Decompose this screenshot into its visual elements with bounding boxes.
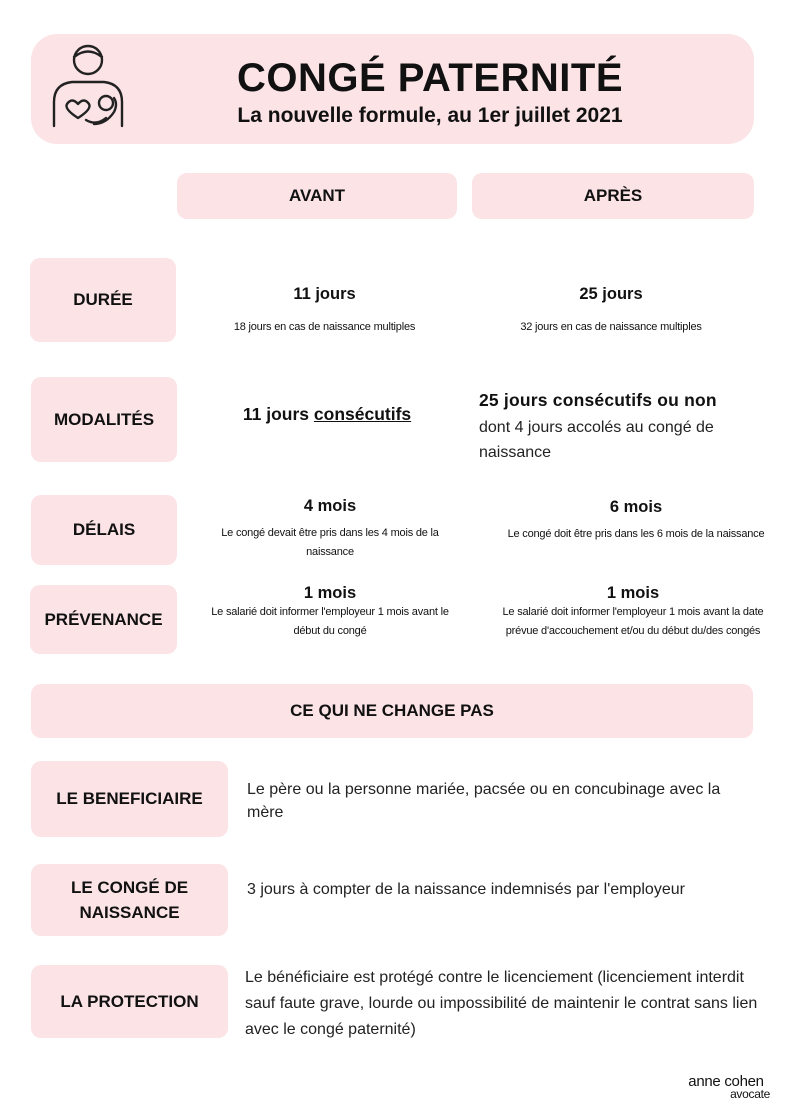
unchanged-text-beneficiaire: Le père ou la personne mariée, pacsée ou en concubinage avec la mère	[247, 781, 721, 821]
signature-name: anne cohen	[688, 1073, 764, 1090]
duree-before-value: 11 jours	[293, 285, 356, 303]
unchanged-text-protection: Le bénéficiaire est protégé contre le licenciement (licenciement interdit sauf faute grave, lourde ou impossibilité de maintenir le contrat sans lien avec le congé paternité)	[245, 969, 758, 1038]
duree-after-value: 25 jours	[579, 285, 643, 303]
prevenance-before-note: Le salarié doit informer l'employeur 1 mois avant le début du congé	[211, 606, 449, 637]
row-label-modalites: MODALITÉS	[31, 377, 177, 462]
unchanged-section-heading: CE QUI NE CHANGE PAS	[31, 684, 753, 738]
father-holding-baby-icon	[44, 40, 136, 132]
delais-before-cell	[210, 497, 450, 562]
author-signature	[676, 1075, 776, 1101]
prevenance-after-value: 1 mois	[606, 584, 660, 602]
signature-title: avocate	[730, 1087, 770, 1101]
unchanged-label-beneficiaire: LE BENEFICIAIRE	[31, 761, 228, 837]
unchanged-label-protection: LA PROTECTION	[31, 965, 228, 1038]
delais-after-note: Le congé doit être pris dans les 6 mois de la naissance	[507, 528, 765, 540]
modalites-after-value: 25 jours consécutifs ou non	[479, 390, 717, 410]
delais-after-cell	[486, 498, 786, 544]
delais-before-value: 4 mois	[303, 497, 357, 515]
column-header-after: APRÈS	[472, 173, 754, 219]
duree-before-note: 18 jours en cas de naissance multiples	[233, 321, 416, 333]
row-label-prevenance: PRÉVENANCE	[30, 585, 177, 654]
duree-after-cell	[468, 285, 754, 337]
modalites-before-value: 11 jours	[242, 404, 310, 424]
prevenance-before-value: 1 mois	[303, 584, 357, 602]
unchanged-text-conge-naissance: 3 jours à compter de la naissance indemnisés par l'employeur	[247, 881, 685, 898]
modalites-after-cell	[479, 390, 779, 465]
unchanged-label-conge-naissance: LE CONGÉ DE NAISSANCE	[31, 864, 228, 936]
prevenance-before-cell	[200, 584, 460, 641]
duree-before-cell	[177, 285, 472, 337]
row-label-delais: DÉLAIS	[31, 495, 177, 565]
page-title: CONGÉ PATERNITÉ	[236, 56, 624, 100]
modalites-before-underlined: consécutifs	[313, 404, 412, 424]
prevenance-after-note: Le salarié doit informer l'employeur 1 mois avant la date prévue d'accouchement et/ou du début du/des congés	[502, 606, 764, 637]
delais-before-note: Le congé devait être pris dans les 4 mois de la naissance	[221, 527, 439, 558]
row-label-duree: DURÉE	[30, 258, 176, 342]
column-header-before: AVANT	[177, 173, 457, 219]
prevenance-after-cell	[488, 584, 778, 641]
modalites-before-cell	[177, 404, 477, 425]
duree-after-note: 32 jours en cas de naissance multiples	[520, 321, 702, 333]
page-subtitle: La nouvelle formule, au 1er juillet 2021	[237, 104, 623, 127]
delais-after-value: 6 mois	[609, 498, 663, 516]
modalites-after-note: dont 4 jours accolés au congé de naissance	[479, 419, 714, 461]
